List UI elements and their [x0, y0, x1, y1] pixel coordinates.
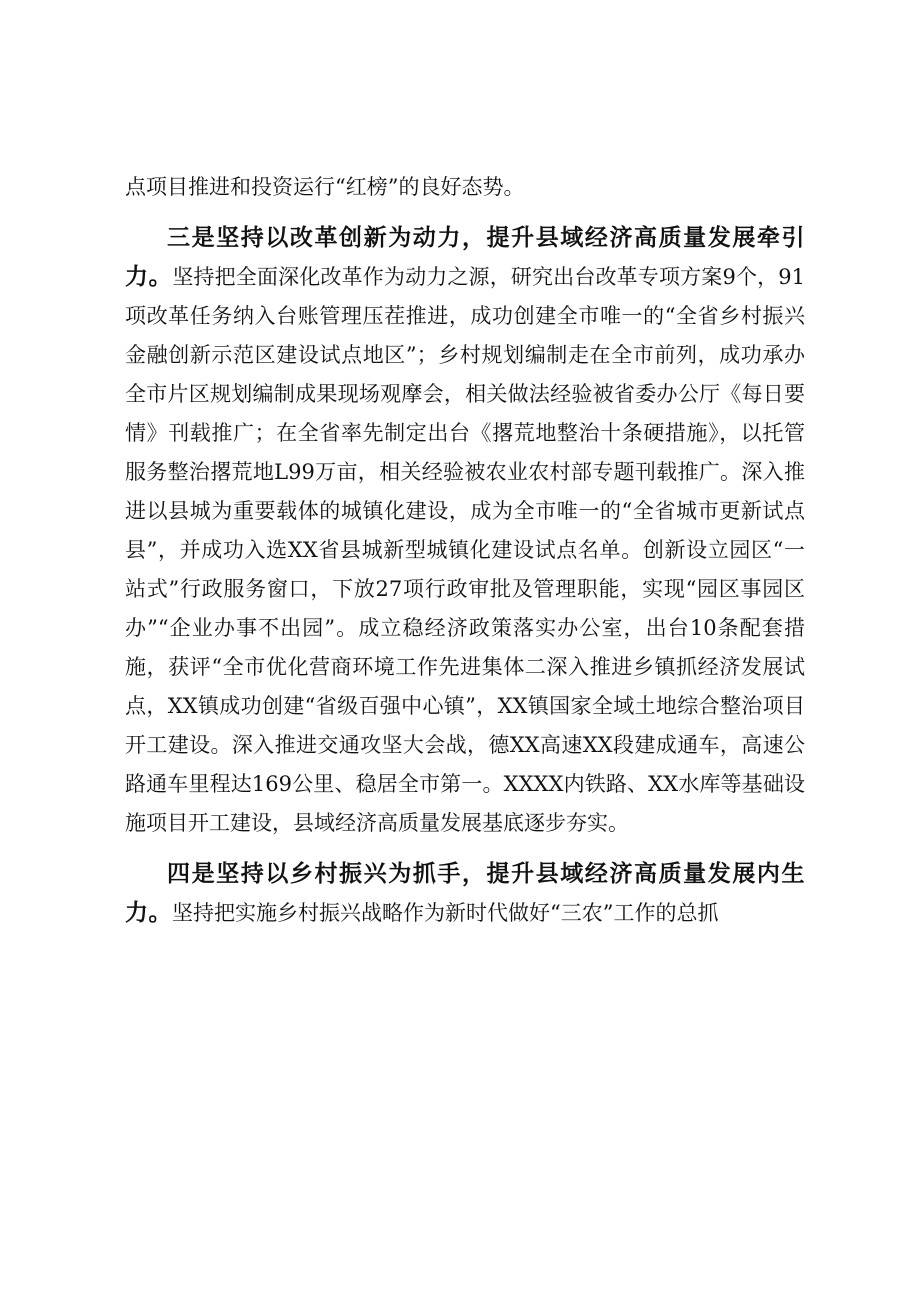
paragraph-text: 点项目推进和投资运行“红榜”的良好态势。 [125, 175, 525, 199]
paragraph-text: 坚持把实施乡村振兴战略作为新时代做好“三农”工作的总抓 [172, 901, 719, 925]
document-body [125, 168, 805, 945]
paragraph-rural-revitalization [125, 855, 805, 933]
paragraph-heading: 三是坚持以改革创新为动力，提升县域经济高质量发展牵引力。 [125, 225, 805, 290]
paragraph-heading: 四是坚持以乡村振兴为抓手，提升县域经济高质量发展内生力。 [125, 861, 805, 926]
paragraph-reform-innovation [125, 219, 805, 843]
paragraph-continuation [125, 168, 805, 207]
paragraph-text: 坚持把全面深化改革作为动力之源，研究出台改革专项方案9个，91项改革任务纳入台账管理压茬推进，成功创建全市唯一的“全省乡村振兴金融创新示范区建设试点地区”；乡村规划编制走在全市前列，成功承办全市片区规划编制成果现场观摩会，相关做法经验被省委办公厅《每日要情》刊载推广；在全省率先制定出台《撂荒地整治十条硬措施》，以托管服务整治撂荒地L99万亩，相关经验被农业农村部专题刊载推广。深入推进以县城为重要载体的城镇化建设，成为全市唯一的“全省城市更新试点县”，并成功入选XX省县城新型城镇化建设试点名单。创新设立园区“一站式”行政服务窗口，下放27项行政审批及管理职能，实现“园区事园区办”“企业办事不出园”。成立稳经济政策落实办公室，出台10条配套措施，获评“全市优化营商环境工作先进集体二深入推进乡镇抓经济发展试点，XX镇成功创建“省级百强中心镇”，XX镇国家全域土地综合整治项目开工建设。深入推进交通攻坚大会战，德XX高速XX段建成通车，高速公路通车里程达169公里、稳居全市第一。XXXX内铁路、XX水库等基础设施项目开工建设，县域经济高质量发展基底逐步夯实。 [125, 265, 805, 835]
